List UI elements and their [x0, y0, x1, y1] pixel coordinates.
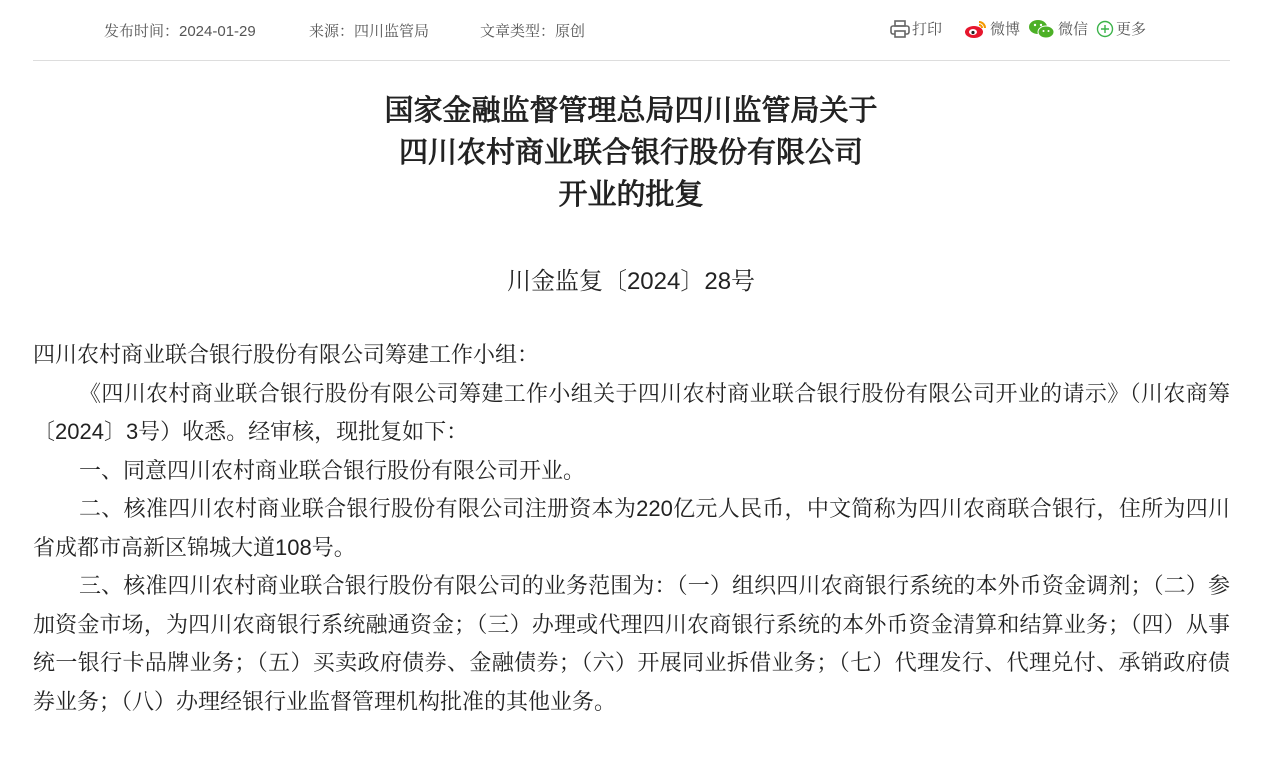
paragraph: 三、核准四川农村商业联合银行股份有限公司的业务范围为：（一）组织四川农商银行系统的本外币资金调剂；（二）参加资金市场，为四川农商银行系统融通资金；（三）办理或代理四川农商银行系统的本外币资金清算和结算业务；（四）从事统一银行卡品牌业务；（五）买卖政府债券、金融债券；（六）开展同业拆借业务；（七）代理发行、代理兑付、承销政府债券业务；（八）办理经银行业监督管理机构批准的其他业务。 — [33, 573, 1230, 714]
wechat-icon — [1028, 19, 1056, 39]
header-divider — [33, 60, 1230, 61]
print-button[interactable] — [890, 18, 942, 39]
title-line-1: 国家金融监督管理总局四川监管局关于 — [384, 95, 878, 127]
article-body — [33, 336, 1230, 721]
article-type: 文章类型：原创 — [480, 23, 586, 40]
more-label: 更多 — [1116, 21, 1147, 38]
share-bar — [890, 18, 1146, 39]
wechat-share-button[interactable] — [1028, 18, 1088, 39]
print-label: 打印 — [912, 21, 943, 38]
publish-time: 发布时间：2024-01-29 — [104, 23, 256, 40]
printer-icon — [890, 20, 910, 38]
article-title — [0, 90, 1262, 216]
paragraph: 《四川农村商业联合银行股份有限公司筹建工作小组关于四川农村商业联合银行股份有限公司开业的请示》（川农商筹〔2024〕3号）收悉。经审核，现批复如下： — [33, 380, 1230, 444]
document-number: 川金监复〔2024〕28号 — [506, 268, 756, 295]
wechat-label: 微信 — [1058, 21, 1089, 38]
paragraph: 一、同意四川农村商业联合银行股份有限公司开业。 — [79, 457, 586, 483]
title-line-2: 四川农村商业联合银行股份有限公司 — [398, 137, 863, 169]
salutation: 四川农村商业联合银行股份有限公司筹建工作小组： — [33, 342, 540, 367]
weibo-icon — [964, 19, 988, 39]
weibo-share-button[interactable] — [964, 18, 1020, 39]
weibo-label: 微博 — [990, 21, 1021, 38]
source: 来源：四川监管局 — [309, 23, 430, 40]
more-share-button[interactable] — [1096, 18, 1146, 39]
plus-circle-icon — [1096, 20, 1114, 38]
title-line-3: 开业的批复 — [558, 179, 704, 211]
paragraph: 二、核准四川农村商业联合银行股份有限公司注册资本为220亿元人民币，中文简称为四川农商联合银行，住所为四川省成都市高新区锦城大道108号。 — [33, 496, 1230, 560]
